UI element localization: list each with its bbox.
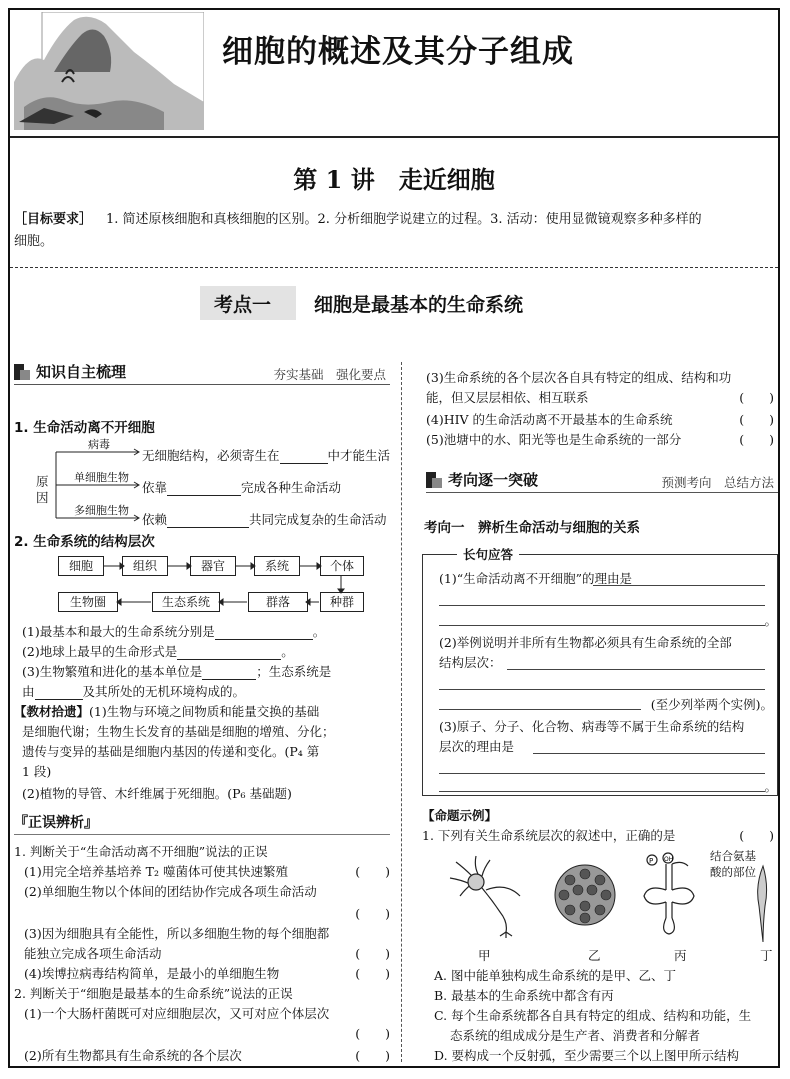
knowledge-section-sub: 夯实基础 强化要点	[273, 367, 386, 382]
figure-label-ding: 丁	[760, 948, 773, 963]
option-d[interactable]: D. 要构成一个反射弧，至少需要三个以上图甲所示结构	[434, 1048, 740, 1063]
judge-1-heading: 1. 判断关于“生命活动离不开细胞”说法的正误	[14, 844, 268, 859]
option-a[interactable]: A. 图中能单独构成生命系统的是甲、乙、丁	[434, 968, 676, 983]
svg-text:P: P	[649, 857, 654, 865]
judge-2-heading: 2. 判断关于“细胞是最基本的生命系统”说法的正误	[14, 986, 293, 1001]
judge-2-item-3-cont: 能，但又层层相依、相互联系	[426, 390, 589, 405]
answer-line[interactable]	[439, 773, 765, 774]
judge-1-item-2-answer[interactable]: ( )	[355, 906, 390, 921]
branch-unicellular-text-a: 依靠	[142, 480, 168, 495]
judge-2-item-4-answer[interactable]: ( )	[739, 412, 774, 427]
long-answer-1: (1)“生命活动离不开细胞”的理由是	[439, 571, 632, 586]
judge-2-item-1-answer[interactable]: ( )	[355, 1026, 390, 1041]
svg-text:OH: OH	[664, 856, 674, 863]
long-answer-2a: (2)举例说明并非所有生物都必须具有生命系统的全部	[439, 635, 732, 650]
trna-note-1: 结合氨基	[710, 849, 756, 863]
question-3-text-a: (3)生物繁殖和进化的基本单位是	[22, 664, 203, 679]
heading-life-activity: 1. 生命活动离不开细胞	[14, 420, 155, 436]
answer-line[interactable]	[533, 753, 765, 754]
branch-virus-text-a: 无细胞结构，必须寄生在	[142, 448, 280, 463]
mountain-landscape-icon	[14, 12, 204, 130]
judge-1-item-2: (2)单细胞生物以个体间的团结协作完成各项生命活动	[24, 884, 317, 899]
goals-label: ［目标要求］	[14, 212, 93, 227]
answer-line[interactable]	[439, 625, 765, 626]
virus-figure	[550, 860, 620, 930]
answer-line[interactable]	[507, 669, 765, 670]
judge-1-item-4: (4)埃博拉病毒结构简单，是最小的单细胞生物	[24, 966, 280, 981]
judge-1-item-3-answer[interactable]: ( )	[355, 946, 390, 961]
right-column	[410, 360, 778, 1068]
branch-virus-name: 病毒	[88, 438, 110, 451]
breakthrough-section-title: 考向逐一突破	[448, 471, 539, 489]
example-label: 【命题示例】	[422, 808, 498, 823]
level-tissue: 组织	[122, 556, 168, 576]
question-1-period: 。	[312, 624, 326, 639]
branch-unicellular-text	[142, 478, 341, 496]
direction-heading: 考向一 辨析生命活动与细胞的关系	[424, 520, 640, 536]
question-1-text: (1)最基本和最大的生命系统分别是	[22, 624, 215, 639]
goals-line-1: 1. 简述原核细胞和真核细胞的区别。2. 分析细胞学说建立的过程。3. 活动：使用显微镜观察多种多样的	[106, 212, 702, 227]
heading-structure-levels: 2. 生命系统的结构层次	[14, 534, 155, 550]
branch-unicellular-name: 单细胞生物	[74, 471, 129, 484]
page-frame	[8, 8, 780, 1068]
question-3-text-c: 由	[22, 684, 35, 699]
level-biosphere: 生物圈	[58, 592, 118, 612]
long-answer-2c: (至少列举两个实例)。	[650, 697, 773, 712]
long-answer-3-period: 。	[764, 779, 777, 794]
neuron-figure	[446, 850, 526, 938]
long-answer-title: 长句应答	[463, 547, 514, 562]
branch-unicellular-text-b: 完成各种生命活动	[241, 480, 342, 495]
answer-line[interactable]	[439, 791, 765, 792]
long-answer-3a: (3)原子、分子、化合物、病毒等不属于生命系统的结构	[439, 719, 745, 734]
figure-label-jia: 甲	[478, 948, 491, 963]
breakthrough-section-header	[426, 468, 778, 493]
judge-2-item-5: (5)池塘中的水、阳光等也是生命系统的一部分	[426, 432, 682, 447]
textbook-note-line-2: 是细胞代谢；生物生长发育的基础是细胞的增殖、分化；	[22, 724, 335, 739]
question-2-text: (2)地球上最早的生命形式是	[22, 644, 178, 659]
judge-1-item-3-cont: 能独立完成各项生命活动	[24, 946, 162, 961]
judge-2-item-3-answer[interactable]: ( )	[739, 390, 774, 405]
level-system: 系统	[254, 556, 300, 576]
judge-1-item-3: (3)因为细胞具有全能性，所以多细胞生物的每个细胞都	[24, 926, 330, 941]
answer-line[interactable]	[439, 605, 765, 606]
textbook-note-label: 【教材拾遗】	[14, 704, 90, 719]
level-population: 种群	[320, 592, 364, 612]
chapter-title: 细胞的概述及其分子组成	[222, 34, 574, 70]
level-ecosystem: 生态系统	[152, 592, 220, 612]
judge-2-item-5-answer[interactable]: ( )	[739, 432, 774, 447]
judge-2-item-1: (1)一个大肠杆菌既可对应细胞层次，又可对应个体层次	[24, 1006, 330, 1021]
textbook-note-line-3: 遗传与变异的基础是细胞内基因的传递和变化。(P₄ 第	[22, 744, 320, 759]
levels-arrows	[14, 550, 394, 620]
level-community: 群落	[248, 592, 308, 612]
reason-label-1: 原	[36, 474, 49, 489]
breakthrough-section-sub: 预测考向 总结方法	[661, 475, 774, 490]
option-c-cont: 态系统的组成成分是生产者、消费者和分解者	[450, 1028, 701, 1043]
reason-label-2: 因	[36, 490, 49, 505]
answer-line[interactable]	[439, 709, 641, 710]
long-answer-1-period: 。	[764, 613, 777, 628]
level-organ: 器官	[190, 556, 236, 576]
section-mark-icon	[14, 364, 30, 380]
judge-2-item-2: (2)所有生物都具有生命系统的各个层次	[24, 1048, 242, 1063]
textbook-note-line-4: 1 段)	[22, 764, 52, 779]
branch-virus-text	[142, 446, 390, 464]
textbook-note-1	[14, 702, 319, 720]
level-cell: 细胞	[58, 556, 104, 576]
question-3-cont	[22, 682, 245, 700]
header-illustration	[14, 12, 204, 130]
long-answer-title-wrap	[457, 545, 519, 563]
question-stem: 1. 下列有关生命系统层次的叙述中，正确的是	[422, 828, 676, 843]
knowledge-section-title: 知识自主梳理	[36, 363, 127, 381]
topic-title: 细胞是最基本的生命系统	[314, 294, 524, 316]
question-3	[22, 662, 331, 680]
goals-line-2: 细胞。	[14, 234, 54, 249]
branch-virus-text-b: 中才能生活	[327, 448, 391, 463]
topic-tag-label: 考点一	[214, 294, 272, 316]
true-false-title: 『正误辨析』	[14, 815, 98, 831]
trna-note-2: 酸的部位	[710, 865, 756, 879]
left-column	[14, 360, 394, 1068]
lecture-title: 第 1 讲 走近细胞	[293, 165, 495, 194]
level-individual: 个体	[320, 556, 364, 576]
option-b[interactable]: B. 最基本的生命系统中都含有丙	[434, 988, 614, 1003]
judge-2-item-3: (3)生命系统的各个层次各自具有特定的组成、结构和功	[426, 370, 732, 385]
judge-1-item-1-answer[interactable]: ( )	[355, 864, 390, 879]
cell-figure	[756, 864, 770, 944]
question-3-text-b: ；生态系统是	[256, 664, 332, 679]
judge-1-item-4-answer[interactable]: ( )	[355, 966, 390, 981]
branch-multicellular-name: 多细胞生物	[74, 504, 129, 517]
answer-line[interactable]	[439, 689, 765, 690]
knowledge-section-header	[14, 360, 390, 385]
branch-multicellular-text-a: 依赖	[142, 512, 168, 527]
question-1	[22, 622, 325, 640]
option-c[interactable]: C. 每个生命系统都各自具有特定的组成、结构和功能，生	[434, 1008, 752, 1023]
answer-line[interactable]	[593, 585, 765, 586]
dashed-rule	[10, 267, 778, 268]
question-2	[22, 642, 294, 660]
judge-1-items	[24, 862, 390, 992]
section-mark-icon	[426, 472, 442, 488]
judge-2-item-4: (4)HIV 的生命活动离不开最基本的生命系统	[426, 412, 673, 427]
judge-2-item-2-answer[interactable]: ( )	[355, 1048, 390, 1063]
textbook-note-line-5: (2)植物的导管、木纤维属于死细胞。(P₆ 基础题)	[22, 786, 292, 801]
branch-multicellular-text-b: 共同完成复杂的生命活动	[249, 512, 387, 527]
question-3-text-d: 及其所处的无机环境构成的。	[82, 684, 246, 699]
question-2-period: 。	[281, 644, 294, 659]
column-divider	[401, 362, 402, 1062]
long-answer-3b: 层次的理由是	[439, 739, 515, 754]
branch-multicellular-text	[142, 510, 387, 528]
header-rule	[10, 136, 778, 138]
textbook-note-line-1: (1)生物与环境之间物质和能量交换的基础	[89, 704, 320, 719]
long-answer-2b: 结构层次：	[439, 655, 502, 670]
figure-label-yi: 乙	[588, 948, 601, 963]
true-false-rule	[14, 834, 390, 835]
judge-2-items	[24, 1004, 390, 1068]
figure-label-bing: 丙	[674, 948, 687, 963]
question-answer[interactable]: ( )	[739, 828, 774, 843]
long-answer-box	[422, 547, 778, 796]
judge-1-item-1: (1)用完全培养基培养 T₂ 噬菌体可使其快速繁殖	[24, 864, 289, 879]
trna-figure	[638, 852, 718, 938]
